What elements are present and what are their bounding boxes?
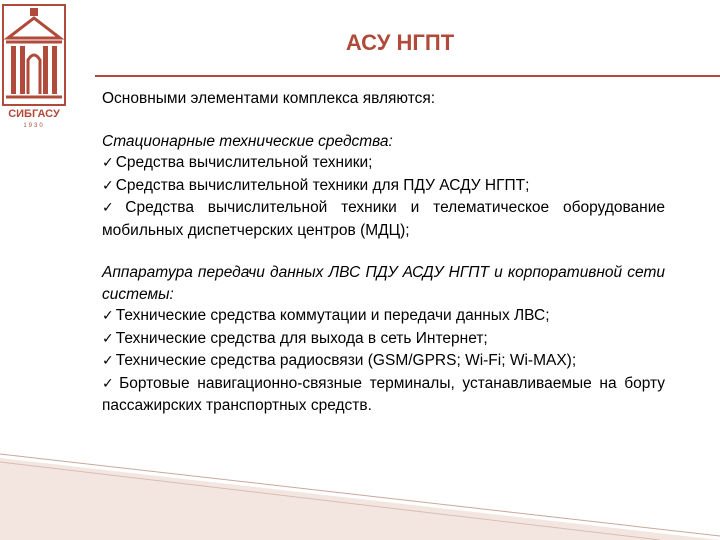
list-item: ✓ Бортовые навигационно-связные терминалы, устанавливаемые на борту пассажирских транспортных средств.	[102, 374, 666, 414]
section-heading-network: Аппаратура передачи данных ЛВС ПДУ АСДУ НГПТ и корпоративной сети системы:	[102, 264, 665, 303]
checkmark-icon: ✓	[102, 308, 114, 324]
slide-content	[102, 88, 665, 417]
checkmark-icon: ✓	[102, 155, 114, 171]
checkmark-icon: ✓	[102, 353, 114, 369]
bottom-decoration	[0, 440, 720, 540]
list-item: ✓ Средства вычислительной техники для ПДУ АСДУ НГПТ;	[102, 176, 530, 194]
university-logo	[2, 4, 66, 130]
checkmark-icon: ✓	[102, 375, 118, 392]
section-heading-stationary: Стационарные технические средства:	[102, 132, 393, 150]
checkmark-icon: ✓	[102, 330, 114, 347]
checkmark-icon: ✓	[102, 200, 124, 216]
intro-text: Основными элементами комплекса являются:	[102, 90, 436, 107]
list-item: ✓ Технические средства коммутации и передачи данных ЛВС;	[102, 307, 550, 324]
page-title: АСУ НГПТ	[345, 30, 455, 55]
checkmark-icon: ✓	[102, 177, 114, 194]
list-item: ✓ Средства вычислительной техники;	[102, 154, 373, 171]
list-item: ✓ Технические средства радиосвязи (GSM/GPRS; Wi-Fi; Wi-MAX);	[102, 352, 577, 369]
building-emblem-icon	[2, 4, 66, 108]
title-divider	[95, 75, 720, 77]
logo-year: 1930	[23, 123, 45, 129]
logo-text: СИБГАСУ	[8, 108, 60, 120]
list-item: ✓ Технические средства для выхода в сеть Интернет;	[102, 329, 488, 347]
list-item: ✓ Средства вычислительной техники и телематическое оборудование мобильных диспетчерских центров (МДЦ);	[102, 199, 665, 239]
